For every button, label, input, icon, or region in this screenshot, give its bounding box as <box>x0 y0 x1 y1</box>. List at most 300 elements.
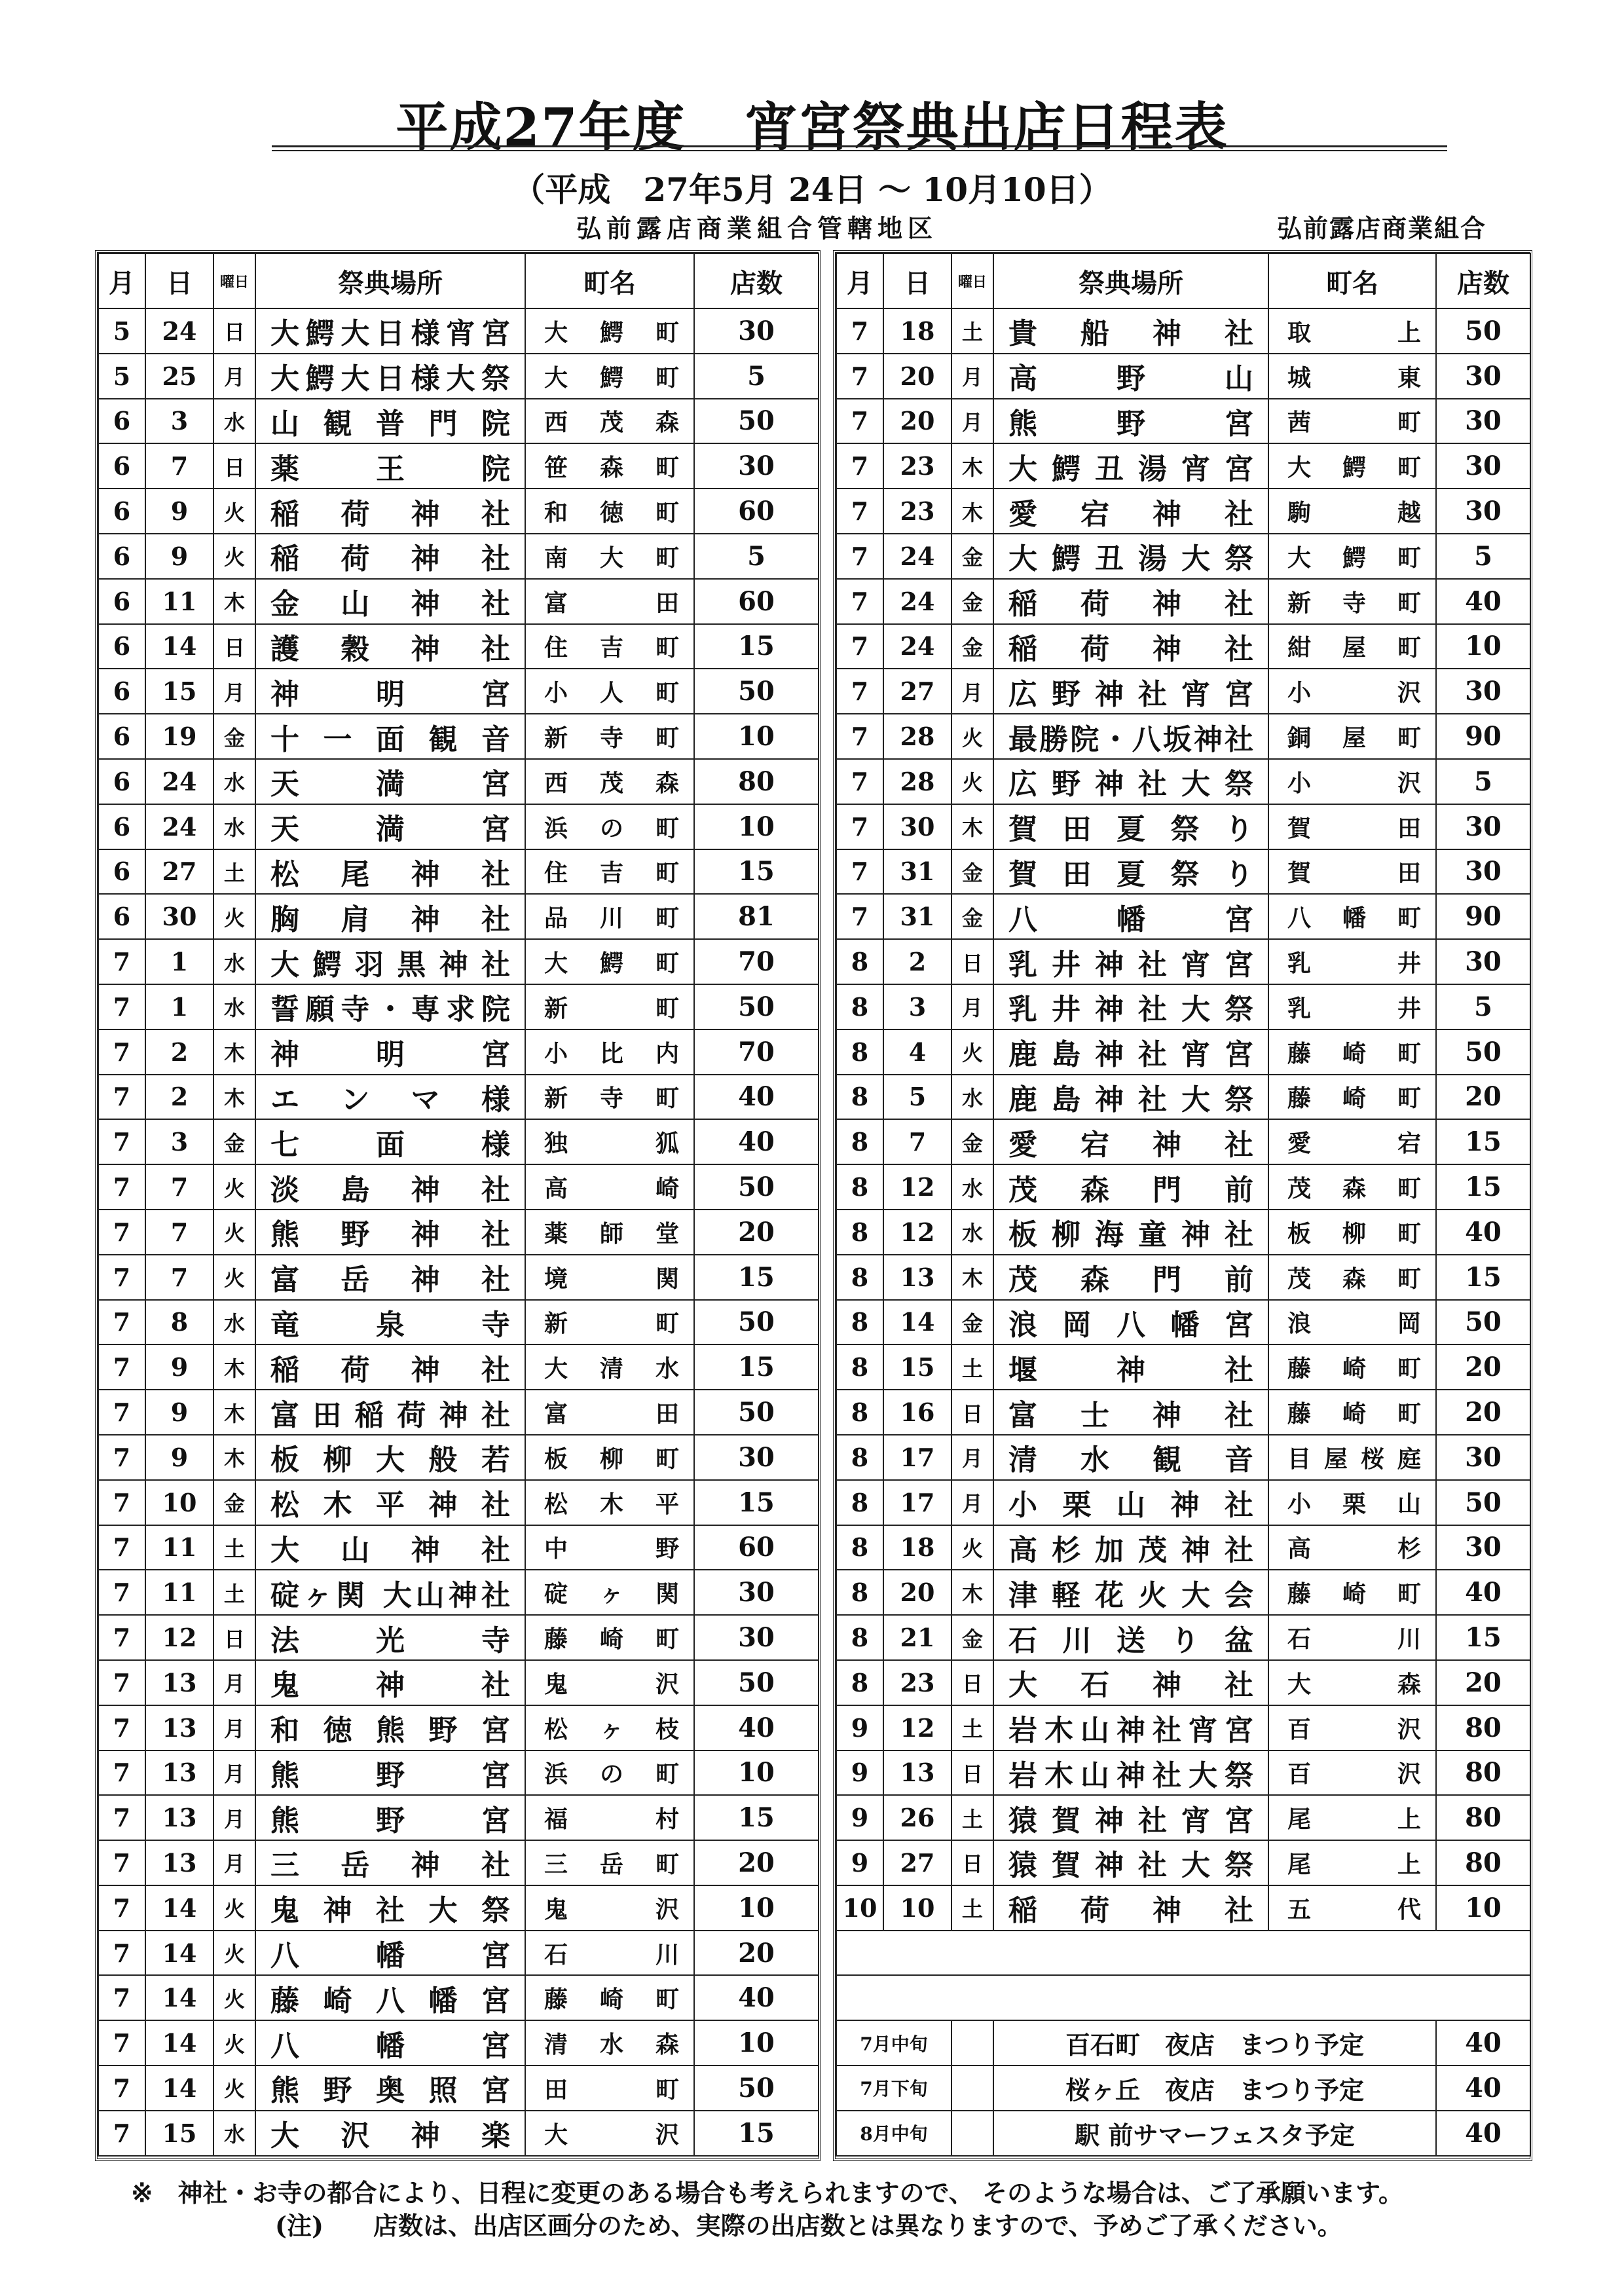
table-row <box>98 2065 819 2111</box>
town-cell: 鬼沢 <box>525 1885 694 1931</box>
weekday-cell: 火 <box>213 1931 255 1976</box>
day-cell: 19 <box>145 714 213 759</box>
town-cell: 藤崎町 <box>1268 1075 1436 1120</box>
month-cell: 8 <box>836 1300 883 1345</box>
table-row <box>98 1390 819 1435</box>
town-cell: 藤崎町 <box>525 1975 694 2020</box>
town-cell: 浪岡 <box>1268 1300 1436 1345</box>
count-cell: 40 <box>694 1975 819 2020</box>
month-cell: 5 <box>98 308 145 354</box>
table-row <box>836 354 1530 399</box>
table-row <box>98 1344 819 1390</box>
column-town: 町名 <box>1268 253 1436 308</box>
table-row <box>98 669 819 714</box>
town-cell: 三岳町 <box>525 1840 694 1885</box>
town-cell: 新町 <box>525 984 694 1029</box>
location-cell: 茂森門前 <box>993 1164 1268 1210</box>
count-cell: 40 <box>694 1119 819 1164</box>
day-cell: 14 <box>145 1975 213 2020</box>
count-cell: 30 <box>1436 399 1530 444</box>
location-cell: 法光寺 <box>255 1615 525 1660</box>
day-cell: 13 <box>883 1750 951 1796</box>
location-cell: 乳井神社宵宮 <box>993 939 1268 984</box>
count-cell: 30 <box>694 1570 819 1615</box>
weekday-cell: 日 <box>951 939 993 984</box>
table-row <box>836 939 1530 984</box>
month-cell: 7 <box>98 1885 145 1931</box>
count-cell: 20 <box>1436 1390 1530 1435</box>
location-cell: 天満宮 <box>255 759 525 804</box>
table-row <box>836 1075 1530 1120</box>
town-cell: 藤崎町 <box>1268 1344 1436 1390</box>
count-cell: 30 <box>1436 849 1530 895</box>
weekday-cell: 金 <box>951 894 993 939</box>
location-cell: 金山神社 <box>255 579 525 624</box>
month-cell: 8 <box>836 1344 883 1390</box>
town-cell: 目屋桜庭 <box>1268 1435 1436 1480</box>
note-shop-count <box>275 2206 1342 2242</box>
table-row <box>836 1255 1530 1300</box>
day-cell: 12 <box>883 1705 951 1750</box>
table-row <box>98 1885 819 1931</box>
town-cell: 住吉町 <box>525 624 694 669</box>
table-row <box>836 1390 1530 1435</box>
weekday-cell: 月 <box>213 1750 255 1796</box>
weekday-cell: 金 <box>951 1300 993 1345</box>
count-cell: 50 <box>694 1300 819 1345</box>
count-cell: 15 <box>1436 1615 1530 1660</box>
column-location: 祭典場所 <box>255 253 525 308</box>
empty-cell <box>836 1975 1530 2020</box>
town-cell: 浜の町 <box>525 804 694 849</box>
town-cell: 小沢 <box>1268 759 1436 804</box>
day-cell: 13 <box>145 1795 213 1840</box>
left-schedule-table <box>95 250 821 2161</box>
count-cell: 15 <box>694 624 819 669</box>
location-cell: 鹿島神社大祭 <box>993 1075 1268 1120</box>
town-cell: 新町 <box>525 1300 694 1345</box>
month-cell: 7 <box>98 1210 145 1255</box>
day-cell: 21 <box>883 1615 951 1660</box>
count-cell: 30 <box>1436 669 1530 714</box>
month-cell: 8 <box>836 1029 883 1075</box>
day-cell: 3 <box>883 984 951 1029</box>
town-cell: 石川 <box>1268 1615 1436 1660</box>
town-cell: 板柳町 <box>1268 1210 1436 1255</box>
count-cell: 50 <box>1436 1300 1530 1345</box>
month-cell: 7 <box>98 1570 145 1615</box>
planned-period-cell: 7月下旬 <box>836 2065 951 2111</box>
month-cell: 7 <box>836 308 883 354</box>
table-row <box>98 534 819 579</box>
weekday-cell: 火 <box>213 1164 255 1210</box>
table-row <box>836 1840 1530 1885</box>
town-cell: 独狐 <box>525 1119 694 1164</box>
location-cell: 鬼神社大祭 <box>255 1885 525 1931</box>
weekday-cell: 火 <box>213 1975 255 2020</box>
empty-row <box>836 1931 1530 1976</box>
month-cell: 7 <box>836 849 883 895</box>
count-cell: 80 <box>1436 1840 1530 1885</box>
count-cell: 40 <box>1436 1570 1530 1615</box>
table-row <box>836 1435 1530 1480</box>
table-row <box>98 1570 819 1615</box>
town-cell: 清水森 <box>525 2020 694 2065</box>
weekday-cell: 月 <box>213 1840 255 1885</box>
town-cell: 銅屋町 <box>1268 714 1436 759</box>
day-cell: 15 <box>883 1344 951 1390</box>
count-cell: 50 <box>1436 1029 1530 1075</box>
count-cell: 10 <box>1436 1885 1530 1931</box>
table-row <box>836 1525 1530 1570</box>
weekday-cell: 木 <box>951 489 993 534</box>
district-label: 弘前露店商業組合管轄地区 <box>576 213 938 243</box>
location-cell: 大山神社 <box>255 1525 525 1570</box>
town-cell: 和徳町 <box>525 489 694 534</box>
weekday-cell: 火 <box>213 2065 255 2111</box>
weekday-cell: 木 <box>213 1390 255 1435</box>
weekday-cell: 月 <box>213 1795 255 1840</box>
day-cell: 23 <box>883 489 951 534</box>
weekday-cell: 火 <box>951 1029 993 1075</box>
town-cell: 富田 <box>525 579 694 624</box>
month-cell: 7 <box>98 1075 145 1120</box>
count-cell: 50 <box>694 669 819 714</box>
town-cell: 高杉 <box>1268 1525 1436 1570</box>
table-row <box>836 1210 1530 1255</box>
month-cell: 7 <box>98 1975 145 2020</box>
day-cell: 12 <box>145 1615 213 1660</box>
count-cell: 10 <box>1436 624 1530 669</box>
count-cell: 15 <box>694 2111 819 2156</box>
count-cell: 5 <box>1436 534 1530 579</box>
month-cell: 8 <box>836 939 883 984</box>
weekday-cell: 火 <box>951 1525 993 1570</box>
count-cell: 15 <box>694 1344 819 1390</box>
location-cell: 愛宕神社 <box>993 1119 1268 1164</box>
count-cell: 10 <box>694 2020 819 2065</box>
town-cell: 大鰐町 <box>1268 443 1436 489</box>
table-row <box>836 1300 1530 1345</box>
note-schedule-change-text: 神社・お寺の都合により、日程に変更のある場合も考えられますので、 そのような場合は、ご了承願います。 <box>177 2178 1403 2208</box>
month-cell: 7 <box>836 714 883 759</box>
town-cell: 新寺町 <box>525 1075 694 1120</box>
location-cell: 熊野奥照宮 <box>255 2065 525 2111</box>
day-cell: 24 <box>145 759 213 804</box>
month-cell: 7 <box>836 443 883 489</box>
weekday-cell: 日 <box>951 1840 993 1885</box>
count-cell: 5 <box>1436 984 1530 1029</box>
location-cell: 鹿島神社宵宮 <box>993 1029 1268 1075</box>
weekday-cell: 月 <box>213 669 255 714</box>
empty-row <box>836 1975 1530 2020</box>
location-cell: 石川送り盆 <box>993 1615 1268 1660</box>
table-row <box>98 1840 819 1885</box>
weekday-cell: 日 <box>951 1750 993 1796</box>
month-cell: 7 <box>836 399 883 444</box>
location-cell: 八幡宮 <box>255 1931 525 1976</box>
town-cell: 福村 <box>525 1795 694 1840</box>
town-cell: 西茂森 <box>525 399 694 444</box>
month-cell: 7 <box>98 2065 145 2111</box>
month-cell: 7 <box>836 624 883 669</box>
table-row <box>836 1615 1530 1660</box>
day-cell: 13 <box>145 1705 213 1750</box>
day-cell: 10 <box>883 1885 951 1931</box>
table-row <box>836 1344 1530 1390</box>
table-row <box>98 1615 819 1660</box>
day-cell: 13 <box>883 1255 951 1300</box>
town-cell: 笹森町 <box>525 443 694 489</box>
note-shop-count-text: 店数は、出店区画分のため、実際の出店数とは異なりますので、予めご了承ください。 <box>373 2211 1342 2240</box>
day-cell: 10 <box>145 1480 213 1525</box>
month-cell: 7 <box>98 1525 145 1570</box>
count-cell: 40 <box>1436 2111 1530 2156</box>
town-cell: 賀田 <box>1268 849 1436 895</box>
count-cell: 40 <box>694 1075 819 1120</box>
table-row <box>98 1119 819 1164</box>
weekday-cell: 水 <box>213 2111 255 2156</box>
month-cell: 8 <box>836 1390 883 1435</box>
day-cell: 28 <box>883 759 951 804</box>
weekday-cell: 土 <box>951 1344 993 1390</box>
day-cell: 7 <box>145 1255 213 1300</box>
month-cell: 7 <box>836 669 883 714</box>
count-cell: 70 <box>694 939 819 984</box>
weekday-cell: 水 <box>951 1075 993 1120</box>
table-row <box>836 1480 1530 1525</box>
location-cell: 竜泉寺 <box>255 1300 525 1345</box>
table-row <box>836 443 1530 489</box>
table-row <box>836 489 1530 534</box>
table-row <box>98 1931 819 1976</box>
day-cell: 27 <box>883 669 951 714</box>
table-row <box>98 1705 819 1750</box>
weekday-cell: 土 <box>951 1705 993 1750</box>
day-cell: 17 <box>883 1480 951 1525</box>
location-cell: 大鰐丑湯大祭 <box>993 534 1268 579</box>
town-cell: 西茂森 <box>525 759 694 804</box>
day-cell: 24 <box>883 624 951 669</box>
weekday-cell: 日 <box>951 1390 993 1435</box>
table-row <box>98 1795 819 1840</box>
count-cell: 30 <box>1436 1525 1530 1570</box>
count-cell: 40 <box>1436 2020 1530 2065</box>
town-cell: 松木平 <box>525 1480 694 1525</box>
note-mark: ※ <box>131 2177 153 2208</box>
planned-event-row <box>836 2020 1530 2065</box>
count-cell: 50 <box>694 984 819 1029</box>
count-cell: 90 <box>1436 714 1530 759</box>
count-cell: 30 <box>1436 489 1530 534</box>
count-cell: 40 <box>1436 1210 1530 1255</box>
planned-event-row <box>836 2065 1530 2111</box>
weekday-cell: 月 <box>951 354 993 399</box>
month-cell: 7 <box>98 1615 145 1660</box>
month-cell: 8 <box>836 1255 883 1300</box>
column-day: 日 <box>883 253 951 308</box>
empty-cell <box>836 1931 1530 1976</box>
town-cell: 松ヶ枝 <box>525 1705 694 1750</box>
month-cell: 8 <box>836 1164 883 1210</box>
day-cell: 18 <box>883 308 951 354</box>
table-row <box>836 308 1530 354</box>
town-cell: 石川 <box>525 1931 694 1976</box>
month-cell: 10 <box>836 1885 883 1931</box>
planned-period-cell: 7月中旬 <box>836 2020 951 2065</box>
day-cell: 13 <box>145 1660 213 1705</box>
town-cell: 大沢 <box>525 2111 694 2156</box>
column-day: 日 <box>145 253 213 308</box>
day-cell: 7 <box>145 443 213 489</box>
count-cell: 5 <box>694 354 819 399</box>
table-row <box>98 894 819 939</box>
town-cell: 五代 <box>1268 1885 1436 1931</box>
location-cell: 稲荷神社 <box>255 534 525 579</box>
count-cell: 50 <box>694 1660 819 1705</box>
weekday-cell: 火 <box>951 759 993 804</box>
day-cell: 14 <box>145 1885 213 1931</box>
location-cell: 護穀神社 <box>255 624 525 669</box>
town-cell: 百沢 <box>1268 1750 1436 1796</box>
day-cell: 31 <box>883 849 951 895</box>
table-row <box>98 489 819 534</box>
town-cell: 駒越 <box>1268 489 1436 534</box>
location-cell: 高杉加茂神社 <box>993 1525 1268 1570</box>
location-cell: 熊野神社 <box>255 1210 525 1255</box>
weekday-cell: 木 <box>951 1255 993 1300</box>
town-cell: 茂森町 <box>1268 1255 1436 1300</box>
day-cell: 20 <box>883 1570 951 1615</box>
day-cell: 23 <box>883 1660 951 1705</box>
month-cell: 7 <box>98 1435 145 1480</box>
weekday-cell: 金 <box>951 1119 993 1164</box>
table-row <box>836 534 1530 579</box>
table-row <box>836 1750 1530 1796</box>
month-cell: 8 <box>836 1210 883 1255</box>
month-cell: 8 <box>836 1480 883 1525</box>
count-cell: 10 <box>694 1885 819 1931</box>
count-cell: 81 <box>694 894 819 939</box>
count-cell: 60 <box>694 1525 819 1570</box>
weekday-cell: 水 <box>213 1300 255 1345</box>
weekday-cell: 水 <box>213 939 255 984</box>
planned-event-cell: 桜ヶ丘 夜店 まつり予定 <box>993 2065 1436 2111</box>
count-cell: 10 <box>694 804 819 849</box>
location-cell: 板柳海童神社 <box>993 1210 1268 1255</box>
weekday-cell: 金 <box>213 1119 255 1164</box>
town-cell: 大鰐町 <box>1268 534 1436 579</box>
day-cell: 17 <box>883 1435 951 1480</box>
count-cell: 15 <box>694 1795 819 1840</box>
table-row <box>98 2111 819 2156</box>
town-cell: 碇ヶ関 <box>525 1570 694 1615</box>
weekday-cell: 木 <box>213 1075 255 1120</box>
month-cell: 6 <box>98 399 145 444</box>
month-cell: 6 <box>98 714 145 759</box>
town-cell: 藤崎町 <box>1268 1029 1436 1075</box>
month-cell: 7 <box>836 579 883 624</box>
town-cell: 百沢 <box>1268 1705 1436 1750</box>
month-cell: 7 <box>98 1795 145 1840</box>
location-cell: 鬼神社 <box>255 1660 525 1705</box>
location-cell: 八幡宮 <box>255 2020 525 2065</box>
count-cell: 30 <box>1436 939 1530 984</box>
town-cell: 住吉町 <box>525 849 694 895</box>
count-cell: 50 <box>1436 1480 1530 1525</box>
day-cell: 24 <box>883 534 951 579</box>
count-cell: 60 <box>694 489 819 534</box>
day-cell: 15 <box>145 2111 213 2156</box>
day-cell: 18 <box>883 1525 951 1570</box>
town-cell: 中野 <box>525 1525 694 1570</box>
location-cell: 大鰐大日様大祭 <box>255 354 525 399</box>
table-row <box>836 399 1530 444</box>
table-row <box>98 579 819 624</box>
month-cell: 7 <box>836 894 883 939</box>
table-row <box>836 1119 1530 1164</box>
weekday-cell: 火 <box>951 714 993 759</box>
town-cell: 賀田 <box>1268 804 1436 849</box>
location-cell: 津軽花火大会 <box>993 1570 1268 1615</box>
day-cell: 3 <box>145 399 213 444</box>
town-cell: 小人町 <box>525 669 694 714</box>
weekday-cell: 月 <box>951 984 993 1029</box>
count-cell: 20 <box>694 1210 819 1255</box>
count-cell: 50 <box>694 399 819 444</box>
month-cell: 7 <box>98 1931 145 1976</box>
count-cell: 80 <box>1436 1750 1530 1796</box>
day-cell: 12 <box>883 1210 951 1255</box>
table-row <box>836 1570 1530 1615</box>
count-cell: 50 <box>694 1390 819 1435</box>
day-cell: 9 <box>145 1390 213 1435</box>
month-cell: 7 <box>836 489 883 534</box>
day-cell: 16 <box>883 1390 951 1435</box>
town-cell: 薬師堂 <box>525 1210 694 1255</box>
weekday-cell: 日 <box>213 443 255 489</box>
town-cell: 新寺町 <box>525 714 694 759</box>
count-cell: 50 <box>694 2065 819 2111</box>
weekday-cell: 金 <box>951 579 993 624</box>
weekday-cell: 水 <box>951 1210 993 1255</box>
month-cell: 7 <box>98 1119 145 1164</box>
month-cell: 5 <box>98 354 145 399</box>
day-cell: 30 <box>145 894 213 939</box>
month-cell: 7 <box>98 939 145 984</box>
weekday-cell: 金 <box>213 1480 255 1525</box>
weekday-cell: 土 <box>951 1795 993 1840</box>
town-cell: 大鰐町 <box>525 939 694 984</box>
table-header <box>836 253 1530 308</box>
town-cell: 大清水 <box>525 1344 694 1390</box>
count-cell: 5 <box>1436 759 1530 804</box>
town-cell: 鬼沢 <box>525 1660 694 1705</box>
weekday-cell: 金 <box>951 534 993 579</box>
weekday-cell: 土 <box>213 1525 255 1570</box>
right-schedule-table <box>833 250 1532 2161</box>
weekday-cell: 日 <box>213 624 255 669</box>
town-cell: 藤崎町 <box>1268 1570 1436 1615</box>
month-cell: 6 <box>98 624 145 669</box>
schedule-period: （平成 27年5月 24日 ～ 10月10日） <box>512 170 1112 209</box>
weekday-cell: 土 <box>213 849 255 895</box>
table-row <box>98 984 819 1029</box>
location-cell: 猿賀神社宵宮 <box>993 1795 1268 1840</box>
day-cell: 7 <box>145 1210 213 1255</box>
count-cell: 30 <box>694 443 819 489</box>
planned-event-cell: 駅 前サマーフェスタ予定 <box>993 2111 1436 2156</box>
